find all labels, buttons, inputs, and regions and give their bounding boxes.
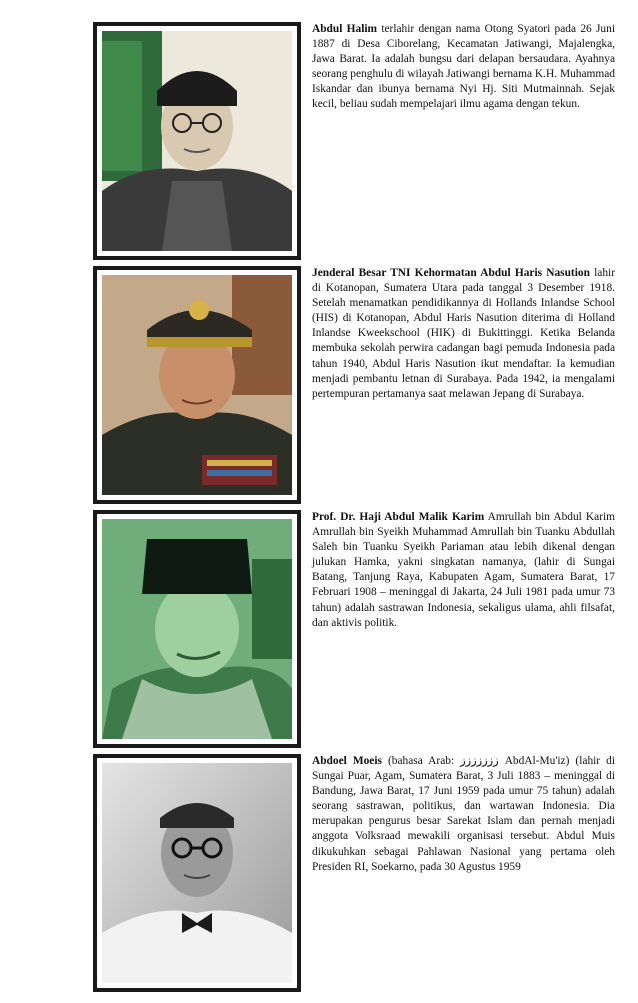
portrait-abdoel-moeis-image	[102, 763, 292, 983]
biography-text	[312, 22, 615, 113]
portrait-photo	[102, 519, 292, 739]
photo-frame	[93, 266, 301, 504]
biography-text	[312, 266, 615, 402]
portrait-abdul-halim-image	[102, 31, 292, 251]
biography-body: terlahir dengan nama Otong Syatori pada 26 Juni 1887 di Desa Ciborelang, Kecamatan Jatiwangi, Majalengka, Jawa Barat. Ia adalah bungsu dari delapan bersaudara. Ayahnya seorang penghulu di wilayah Jatiwangi bernama K.H. Muhammad Iskandar dan ibunya bernama Nyi Hj. Siti Mutmainnah. Sejak kecil, beliau sudah mempelajari ilmu agama dengan tekun.	[312, 23, 615, 111]
photo-frame	[93, 22, 301, 260]
portrait-hamka-image	[102, 519, 292, 739]
person-name: Jenderal Besar TNI Kehormatan Abdul Haris Nasution	[312, 267, 590, 279]
person-name: Prof. Dr. Haji Abdul Malik Karim	[312, 511, 485, 523]
biography-body: lahir di Kotanopan, Sumatera Utara pada tanggal 3 Desember 1918. Setelah menamatkan pendidikannya di Hollands Inlandse School (HIS) di Kotanopan, Abdul Haris Nasution diterima di Holland Inlandse Kweekschool (HIK) di Bukittinggi. Ketika Belanda membuka sekolah perwira cadangan bagi pemuda Indonesia pada tahun 1940, Abdul Haris Nasution ikut mendaftar. Ia kemudian menjadi pembantu letnan di Surabaya. Pada 1942, ia mengalami pertempuran pertamanya saat melawan Jepang di Surabaya.	[312, 267, 615, 400]
person-name: Abdoel Moeis	[312, 755, 382, 767]
portrait-photo	[102, 31, 292, 251]
portrait-abdul-haris-nasution-image	[102, 275, 292, 495]
biography-text	[312, 754, 615, 875]
photo-frame	[93, 754, 301, 992]
photo-frame	[93, 510, 301, 748]
biography-body: Amrullah bin Abdul Karim Amrullah bin Syeikh Muhammad Amrullah bin Tuanku Abdullah Saleh bin Tuanku Syeikh Pariaman atau lebih dikenal dengan julukan Hamka, yakni singkatan namanya, (lahir di Sungai Batang, Tanjung Raya, Kabupaten Agam, Sumatera Barat, 17 Februari 1908 – meninggal di Jakarta, 24 Juli 1981 pada umur 73 tahun) adalah sastrawan Indonesia, sekaligus ulama, ahli filsafat, dan aktivis politik.	[312, 511, 616, 629]
portrait-photo	[102, 275, 292, 495]
biography-text	[312, 510, 615, 631]
portrait-photo	[102, 763, 292, 983]
biography-body: (bahasa Arab: ززززززز AbdAl-Mu'iz) (lahir di Sungai Puar, Agam, Sumatera Barat, 3 Juli 1883 – meninggal di Bandung, Jawa Barat, 17 Juni 1959 pada umur 75 tahun) adalah seorang sastrawan, politikus, dan wartawan Indonesia. Dia merupakan pengurus besar Sarekat Islam dan pernah menjadi anggota Volksraad mewakili organisasi tersebut. Abdul Muis dikukuhkan sebagai Pahlawan Nasional yang pertama oleh Presiden RI, Soekarno, pada 30 Agustus 1959	[312, 755, 615, 873]
person-name: Abdul Halim	[312, 23, 378, 35]
